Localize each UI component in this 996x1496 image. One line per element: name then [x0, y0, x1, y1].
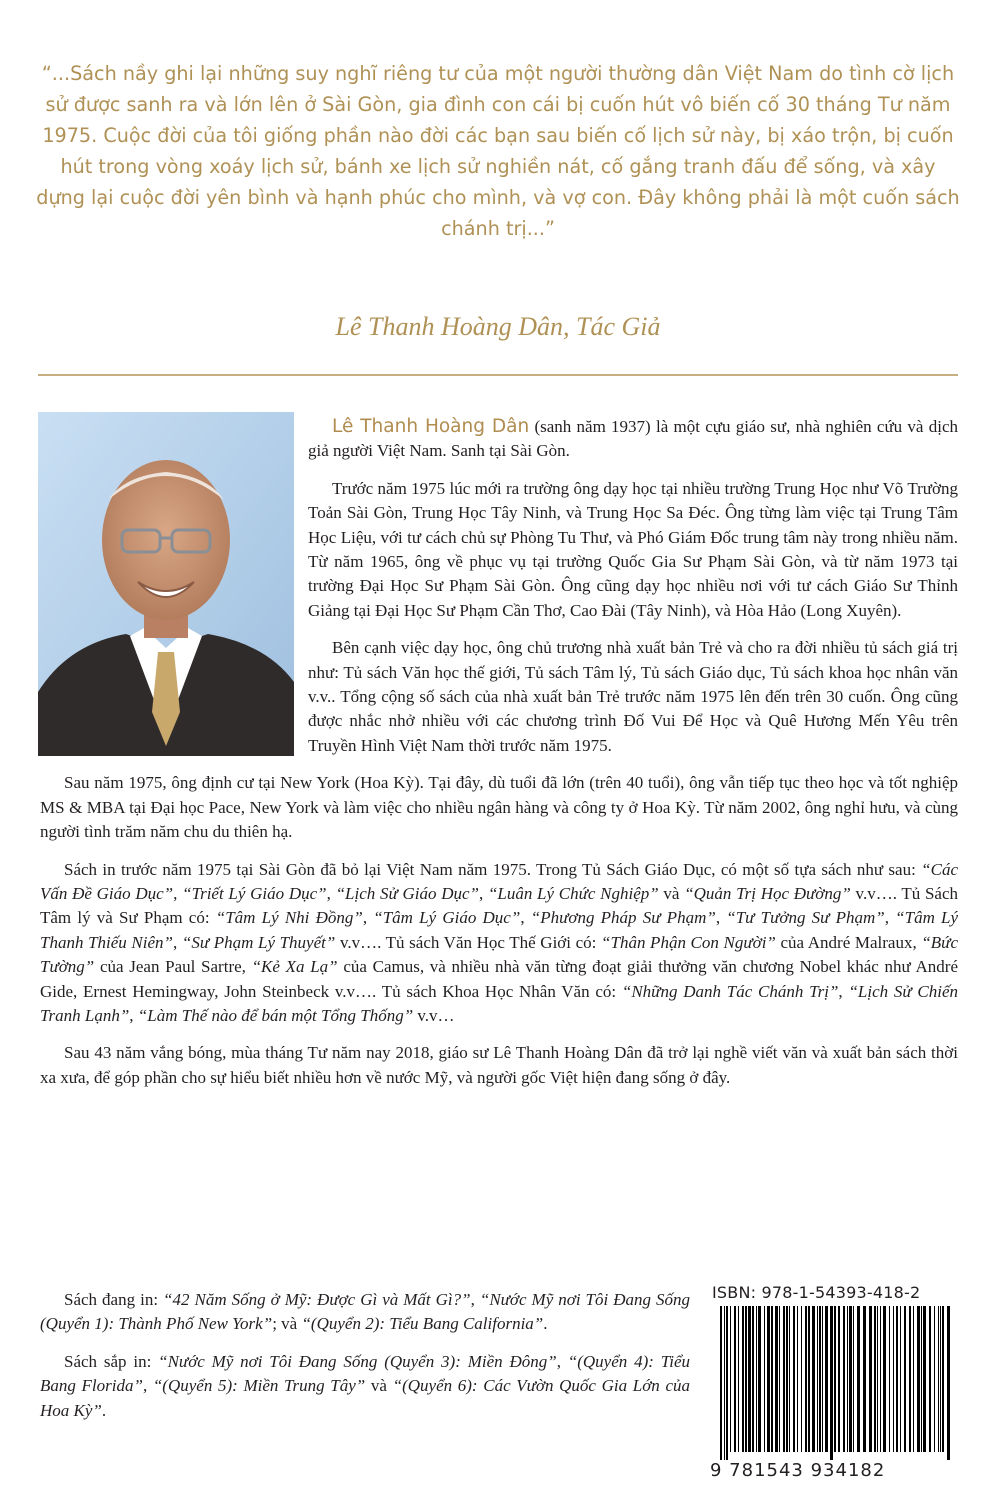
books-paragraph: Sách in trước năm 1975 tại Sài Gòn đã bỏ lại Việt Nam năm 1975. Trong Tủ Sách Giáo Dục, có một số tựa sách như sau: “Các Vấn Đề Giáo Dục”, “Triết Lý Giáo Dục”, “Lịch Sử Giáo Dục”, “Luân Lý Chức Nghiệp” và “Quản Trị Học Đường” v.v…. Tủ Sách Tâm lý và Sư Phạm có: “Tâm Lý Nhi Đồng”, “Tâm Lý Giáo Dục”, “Phương Pháp Sư Phạm”, “Tư Tưởng Sư Phạm”, “Tâm Lý Thanh Thiếu Niên”, “Sư Phạm Lý Thuyết” v.v…. Tủ sách Văn Học Thế Giới có: “Thân Phận Con Người” của André Malraux, “Bức Tường” của Jean Paul Sartre, “Kẻ Xa Lạ” của Camus, và nhiều nhà văn từng đoạt giải thưởng văn chương Nobel khác như André Gide, Ernest Hemingway, John Steinbeck v.v…. Tủ sách Khoa Học Nhân Văn có: “Những Danh Tác Chánh Trị”, “Lịch Sử Chiến Tranh Lạnh”, “Làm Thế nào để bán một Tổng Thống” v.v…	[40, 859, 959, 1025]
barcode-digits: 9 781543 934182	[710, 1460, 886, 1481]
author-biography	[40, 415, 958, 1103]
books-upcoming: Sách sắp in: “Nước Mỹ nơi Tôi Đang Sống (Quyển 3): Miền Đông”, “(Quyển 4): Tiểu Bang Florida”, “(Quyển 5): Miền Trung Tây” và “(Quyển 6): Các Vườn Quốc Gia Lớn của Hoa Kỳ”.	[40, 1351, 691, 1420]
bio-paragraph: Sau năm 1975, ông định cư tại New York (Hoa Kỳ). Tại đây, dù tuổi đã lớn (trên 40 tuổi), ông vẫn tiếp tục theo học và tốt nghiệp MS & MBA tại Đại học Pace, New York và làm việc cho nhiều ngân hàng và công ty ở Hoa Kỳ. Từ năm 2002, ông nghỉ hưu, và cùng người tình trăm năm chu du thiên hạ.	[40, 773, 958, 842]
quote-author: Lê Thanh Hoàng Dân, Tác Giả	[335, 312, 661, 341]
isbn-label: ISBN: 978-1-54393-418-2	[712, 1283, 921, 1302]
bio-intro: Lê Thanh Hoàng Dân (sanh năm 1937) là một cựu giáo sư, nhà nghiên cứu và dịch giả người Việt Nam. Sanh tại Sài Gòn.	[308, 416, 958, 461]
books-printing: Sách đang in: “42 Năm Sống ở Mỹ: Được Gì và Mất Gì?”, “Nước Mỹ nơi Tôi Đang Sống (Quyển 1): Thành Phố New York”; và “(Quyển 2): Tiểu Bang California”.	[40, 1290, 690, 1334]
divider-line	[38, 374, 958, 376]
bio-paragraph: Trước năm 1975 lúc mới ra trường ông dạy học tại nhiều trường Trung Học như Võ Trường Toản Sài Gòn, Trung Học Tây Ninh, và Trung Học Sa Đéc. Ông từng làm việc tại Trung Tâm Học Liệu, với tư cách chủ sự Phòng Tu Thư, và Phó Giám Đốc trung tâm này trong nhiều năm. Từ năm 1965, ông về phục vụ tại trường Quốc Gia Sư Phạm Sài Gòn, và từ năm 1973 tại trường Đại Học Sư Phạm Sài Gòn. Ông cũng dạy học nhiều nơi với tư cách Giáo Sư Thỉnh Giảng tại Đại Học Sư Phạm Cần Thơ, Cao Đài (Tây Ninh), và Hòa Hảo (Long Xuyên).	[308, 478, 958, 620]
back-cover-quote: “...Sách nầy ghi lại những suy nghĩ riêng tư của một người thường dân Việt Nam do tình cờ lịch sử được sanh ra và lớn lên ở Sài Gòn, gia đình con cái bị cuốn hút vô biến cố 30 tháng Tư năm 1975. Cuộc đời của tôi giống phần nào đời các bạn sau biến cố lịch sử này, bị xáo trộn, bị cuốn hút trong vòng xoáy lịch sử, bánh xe lịch sử nghiền nát, cố gắng tranh đấu để sống, và xây dựng lại cuộc đời yên bình và hạnh phúc cho mình, và vợ con. Đây không phải là một cuốn sách chánh trị...”	[36, 62, 960, 240]
author-name: Lê Thanh Hoàng Dân	[332, 416, 530, 437]
comeback-paragraph: Sau 43 năm vắng bóng, mùa tháng Tư năm nay 2018, giáo sư Lê Thanh Hoàng Dân đã trở lại nghề viết văn và xuất bản sách thời xa xưa, để góp phần cho sự hiểu biết nhiều hơn về nước Mỹ, và người gốc Việt hiện đang sống ở đây.	[40, 1043, 958, 1087]
bio-paragraph: Bên cạnh việc dạy học, ông chủ trương nhà xuất bản Trẻ và cho ra đời nhiều tủ sách giá trị như: Tủ sách Văn học thế giới, Tủ sách Tâm lý, Tủ sách Giáo dục, Tủ sách khoa học nhân văn v.v.. Tổng cộng số sách của nhà xuất bản Trẻ trước năm 1975 lên đến trên 30 cuốn. Ông cũng được nhắc nhở nhiều với các chương trình Đố Vui Để Học và Quê Hương Mến Yêu trên Truyền Hình Việt Nam thời trước năm 1975.	[308, 638, 958, 755]
isbn-barcode	[710, 1306, 958, 1460]
book-lists	[40, 1288, 690, 1436]
